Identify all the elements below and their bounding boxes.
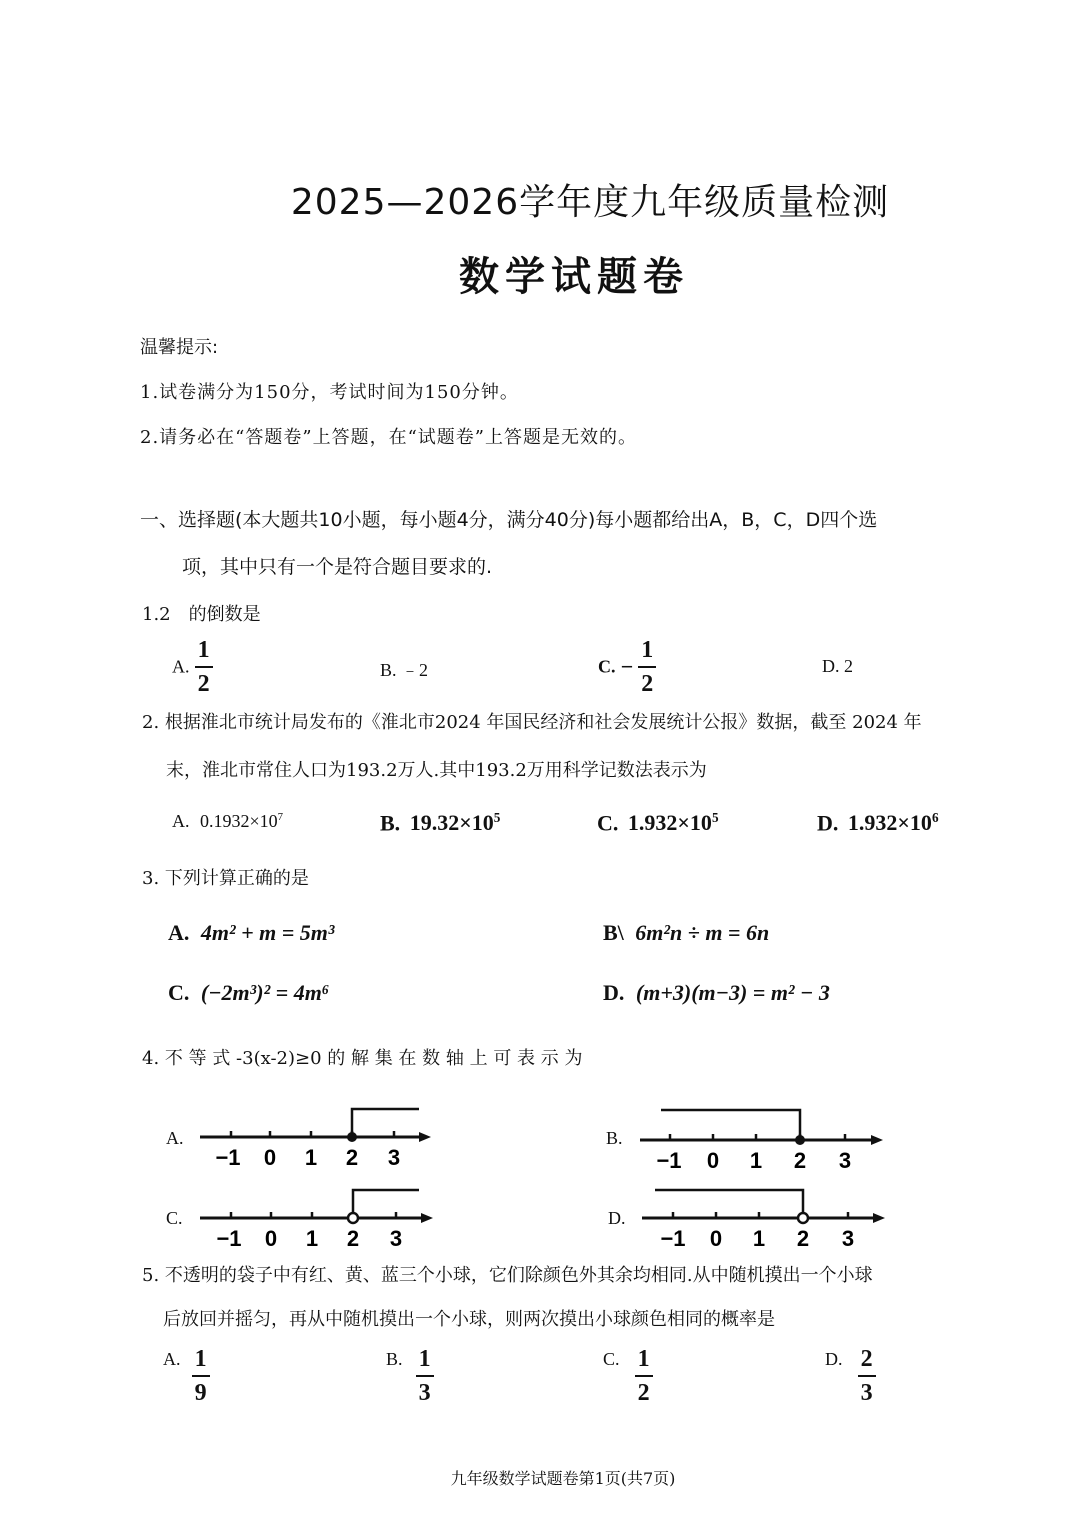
q5-option-c-num: 1 (637, 1346, 650, 1372)
tick-label: 0 (706, 1148, 720, 1173)
q2-option-b-exp: 5 (493, 810, 501, 825)
q2-option-b-value: 19.32×10 (409, 810, 494, 836)
q3-option-b-label: B\ (603, 920, 624, 945)
q1-option-c-fraction (638, 638, 656, 696)
q5-option-a (163, 1347, 210, 1405)
hollow-endpoint (348, 1213, 358, 1223)
exam-subtitle: 数学试题卷 (459, 253, 689, 300)
q5-option-d (825, 1347, 876, 1405)
tick-label: 1 (752, 1226, 766, 1251)
q1-option-a (172, 638, 213, 696)
q5-option-b-num: 1 (418, 1346, 431, 1372)
q4-option-d-number-line (637, 1180, 892, 1255)
q4-option-a-label: A. (166, 1128, 184, 1148)
q4-option-c-label: C. (166, 1208, 183, 1228)
q5-option-c (603, 1347, 653, 1405)
tick-label: 0 (264, 1226, 278, 1251)
tick-label: −1 (660, 1226, 686, 1251)
q2-option-d (817, 810, 939, 836)
tick-label: 3 (387, 1145, 401, 1170)
q1-stem: 1.2 的倒数是 (142, 604, 261, 625)
tick-label: 3 (838, 1148, 852, 1173)
fraction-bar (195, 666, 213, 668)
tick-label: −1 (215, 1145, 241, 1170)
q5-option-d-fraction (858, 1347, 876, 1405)
q1-option-a-den: 2 (197, 671, 210, 697)
section-1-instructions-cont: 项，其中只有一个是符合题目要求的. (182, 556, 493, 578)
q5-option-c-fraction (635, 1347, 653, 1405)
q2-stem-line-1: 2. 根据淮北市统计局发布的《淮北市2024 年国民经济和社会发展统计公报》数据，截至 2024 年 (142, 712, 922, 733)
q3-stem: 3. 下列计算正确的是 (142, 868, 309, 889)
q2-option-a-value: 0.1932×10 (200, 811, 278, 831)
q3-option-b (603, 920, 769, 946)
q4-option-d-label: D. (608, 1208, 626, 1228)
fraction-bar (416, 1375, 434, 1377)
q3-option-d (603, 980, 830, 1006)
fraction-bar (858, 1375, 876, 1377)
solid-endpoint (795, 1135, 805, 1145)
fraction-bar (192, 1375, 210, 1377)
q3-option-d-label: D. (603, 980, 625, 1005)
q2-option-d-exp: 6 (931, 810, 939, 825)
q2-stem-line-2: 末，淮北市常住人口为193.2万人.其中193.2万用科学记数法表示为 (166, 760, 707, 781)
q3-option-d-expr: (m+3)(m−3) = m² − 3 (635, 980, 830, 1005)
q1-option-c-sign: − (620, 654, 634, 679)
tick-label: 1 (304, 1145, 318, 1170)
q5-option-b-label: B. (386, 1349, 403, 1369)
q1-option-a-label: A. (172, 656, 190, 677)
q1-option-c-label: C. (598, 656, 616, 677)
exam-title: 2025—2026学年度九年级质量检测 (290, 182, 890, 223)
q2-option-d-value: 1.932×10 (847, 810, 932, 836)
q5-option-b-den: 3 (418, 1380, 431, 1406)
q2-option-a-label: A. (172, 811, 190, 831)
q4-option-a-number-line (195, 1100, 440, 1170)
solution-ray (353, 1190, 419, 1213)
notes-heading: 温馨提示: (140, 337, 219, 358)
q2-option-d-label: D. (817, 810, 839, 836)
q3-option-c-label: C. (168, 980, 190, 1005)
q5-option-a-fraction (192, 1347, 210, 1405)
tick-label: 2 (793, 1148, 807, 1173)
tick-label: 2 (346, 1226, 360, 1251)
tick-label: −1 (656, 1148, 682, 1173)
q5-option-c-label: C. (603, 1349, 620, 1369)
tick-label: 2 (345, 1145, 359, 1170)
tick-label: 0 (263, 1145, 277, 1170)
section-1-instructions: 一、选择题(本大题共10小题，每小题4分，满分40分)每小题都给出A，B，C，D四个选 (140, 509, 878, 531)
q5-option-d-num: 2 (860, 1346, 873, 1372)
q4-option-b-number-line (635, 1100, 890, 1175)
q2-option-c-label: C. (597, 810, 619, 836)
fraction-bar (635, 1375, 653, 1377)
notes-line-1: 1.试卷满分为150分，考试时间为150分钟。 (140, 382, 519, 403)
q5-option-d-label: D. (825, 1349, 843, 1369)
tick-label: 3 (389, 1226, 403, 1251)
q1-option-b: B. ﹣2 (380, 660, 429, 680)
q2-option-c (597, 810, 719, 836)
q5-stem-line-2: 后放回并摇匀，再从中随机摸出一个小球，则两次摸出小球颜色相同的概率是 (163, 1309, 775, 1330)
q4-stem: 4. 不 等 式 -3(x-2)≥0 的 解 集 在 数 轴 上 可 表 示 为 (142, 1048, 583, 1069)
tick-label: 2 (796, 1226, 810, 1251)
q2-option-a-exp: 7 (277, 811, 284, 823)
tick-label: 0 (709, 1226, 723, 1251)
q2-option-b (380, 810, 500, 836)
q1-option-c (598, 638, 656, 696)
tick-label: 3 (841, 1226, 855, 1251)
tick-label: 1 (305, 1226, 319, 1251)
q3-option-a-expr: 4m² + m = 5m³ (200, 920, 335, 945)
q3-option-b-expr: 6m²n ÷ m = 6n (635, 920, 770, 945)
q5-option-b (386, 1347, 434, 1405)
q5-option-a-num: 1 (194, 1346, 207, 1372)
q3-option-a-label: A. (168, 920, 190, 945)
q5-option-b-fraction (416, 1347, 434, 1405)
notes-line-2: 2.请务必在“答题卷”上答题，在“试题卷”上答题是无效的。 (140, 427, 637, 448)
q3-option-c (168, 980, 329, 1006)
fraction-bar (638, 666, 656, 668)
tick-label: −1 (216, 1226, 242, 1251)
q1-option-a-fraction (195, 638, 213, 696)
q5-option-c-den: 2 (637, 1380, 650, 1406)
tick-label: 1 (749, 1148, 763, 1173)
hollow-endpoint (798, 1213, 808, 1223)
axis (200, 1213, 433, 1223)
q1-option-c-num: 1 (641, 637, 654, 663)
q1-option-c-den: 2 (641, 671, 654, 697)
q4-option-b-label: B. (606, 1128, 623, 1148)
q3-option-a (168, 920, 335, 946)
q1-option-a-num: 1 (197, 637, 210, 663)
solution-ray (661, 1110, 800, 1140)
q5-stem-line-1: 5. 不透明的袋子中有红、黄、蓝三个小球，它们除颜色外其余均相同.从中随机摸出一个小球 (142, 1265, 873, 1286)
page-footer: 九年级数学试题卷第1页(共7页) (450, 1469, 676, 1488)
q2-option-b-label: B. (380, 810, 401, 836)
q2-option-c-value: 1.932×10 (627, 810, 712, 836)
q4-option-c-number-line (195, 1180, 440, 1255)
q5-option-a-label: A. (163, 1349, 181, 1369)
q2-option-c-exp: 5 (711, 810, 719, 825)
q5-option-a-den: 9 (194, 1380, 207, 1406)
axis (640, 1135, 883, 1145)
solid-endpoint (347, 1132, 357, 1142)
q1-option-d: D. 2 (822, 656, 853, 676)
q5-option-d-den: 3 (860, 1380, 873, 1406)
solution-ray (352, 1109, 419, 1137)
solution-ray (655, 1190, 803, 1213)
axis (200, 1132, 431, 1142)
q2-option-a (172, 811, 283, 832)
q3-option-c-expr: (−2m³)² = 4m⁶ (200, 980, 330, 1005)
